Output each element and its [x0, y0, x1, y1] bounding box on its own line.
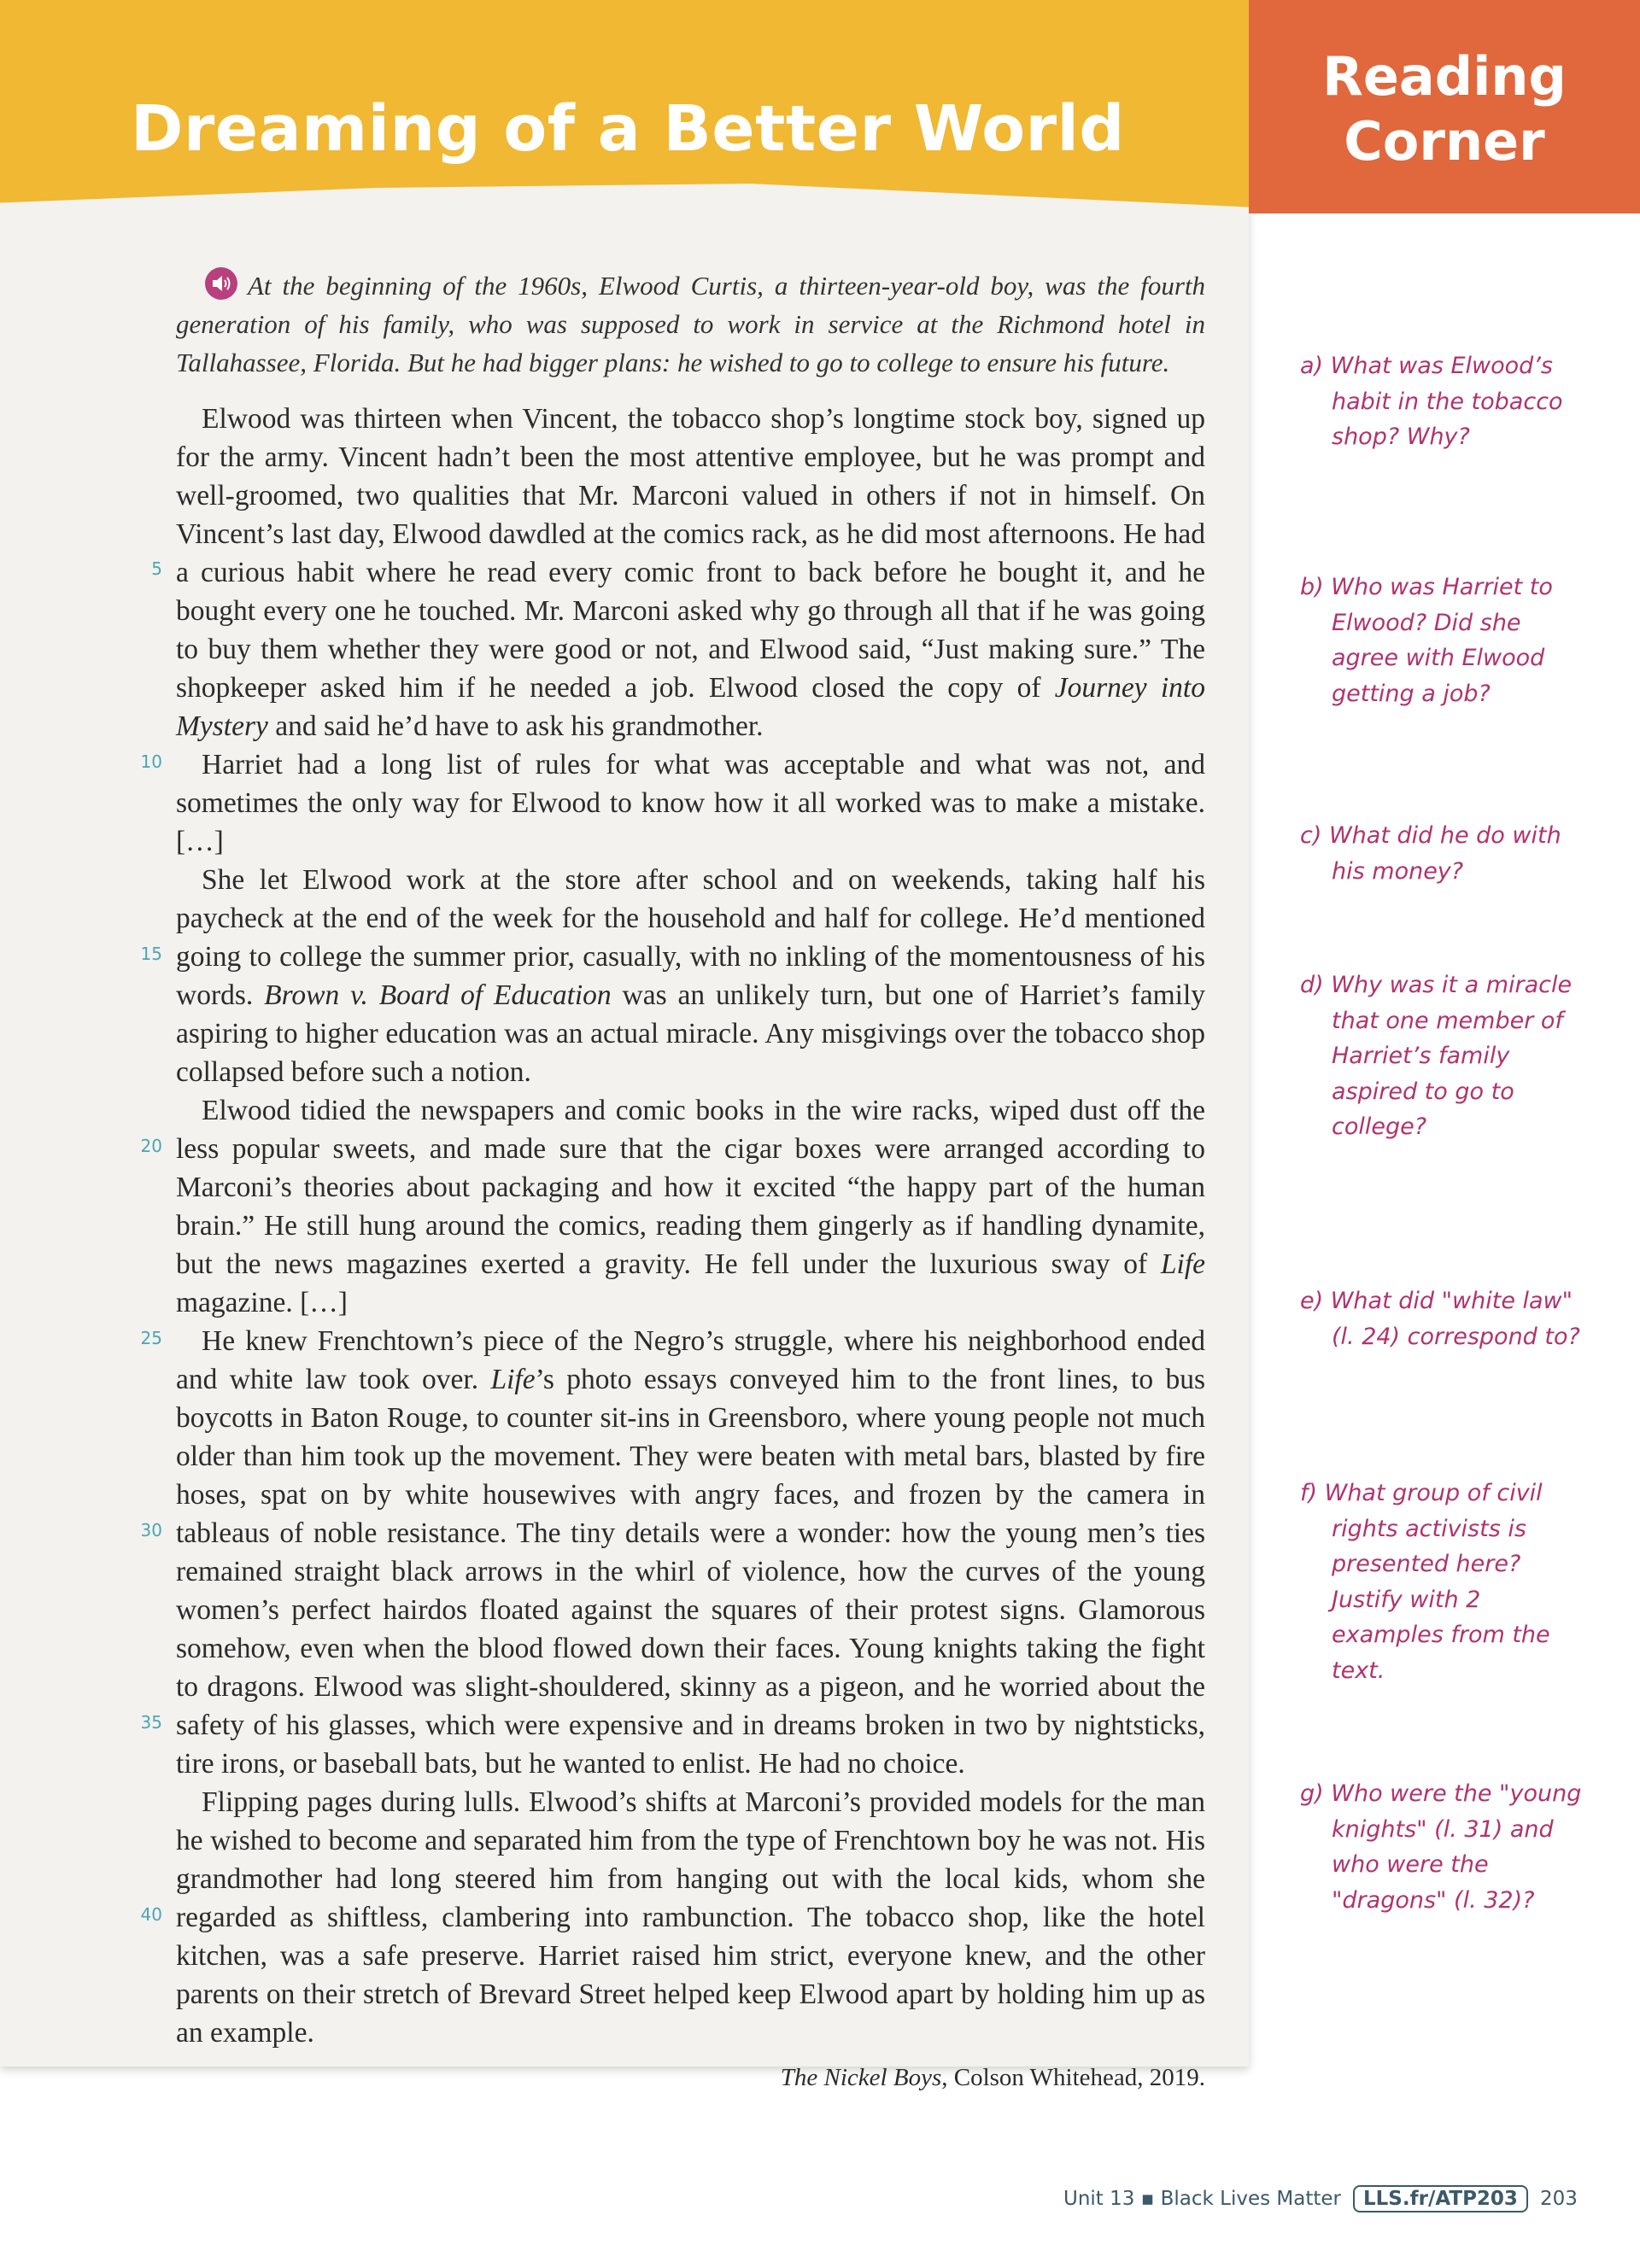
paragraph-1 [176, 400, 1205, 745]
source-author-year: , Colson Whitehead, 2019. [941, 2064, 1205, 2091]
question-f: f) What group of civil rights activists is presented here? Justify with 2 examples from the text. [1300, 1480, 1550, 1684]
line-number-25: 25 [140, 1328, 162, 1348]
brown-v-board-title: Brown v. Board of Education [264, 979, 612, 1011]
life-magazine-title: Life [1160, 1248, 1205, 1280]
paragraph-1-part-a: Elwood was thirteen when Vincent, the tobacco shop’s longtime stock boy, signed up for the army. Vincent hadn’t been the most attentive employee, but he was prompt and well-groomed, two qualities that Mr. Marconi valued in others if not in himself. On Vincent’s last day, Elwood dawdled at the comics rack, as he did most afternoons. He had a curious habit where he read every comic front to back before he bought it, and he bought every one he touched. Mr. Marconi asked why go through all that if he was going to buy them whether they were good or not, and Elwood said, “Just making sure.” The shopkeeper asked him if he needed a job. Elwood closed the copy of [176, 403, 1205, 704]
paragraph-5 [176, 1322, 1205, 1783]
paragraph-2: Harriet had a long list of rules for what was acceptable and what was not, and sometimes the only way for Elwood to know how it all worked was to make a mistake. […] [176, 749, 1205, 857]
question-g: g) Who were the "young knights" (l. 31) and who were the "dragons" (l. 32)? [1300, 1780, 1582, 1914]
life-magazine-title-2: Life [490, 1364, 536, 1395]
paragraph-3-part-a: She let Elwood work at the store after school and on weekends, taking half his paycheck at the end of the week for the household and half for college. He’d mentioned going to college the summer prior, casually, with no inkling of the momentousness of his words. [176, 864, 1205, 1011]
source-book-title: The Nickel Boys [780, 2064, 942, 2091]
reading-corner-line1: Reading [1322, 45, 1567, 108]
page-title: Dreaming of a Better World [131, 92, 1125, 166]
paragraph-6: Flipping pages during lulls. Elwood’s shifts at Marconi’s provided models for the man he wished to become and separated him from the type of Frenchtown boy he was not. His grandmother had long steered him from hanging out with the local kids, whom she regarded as shiftless, clambering into rambunction. The tobacco shop, like the hotel kitchen, was a safe preserve. Harriet raised him strict, everyone knew, and the other parents on their stretch of Brevard Street helped keep Elwood apart by holding him up as an example. [176, 1786, 1205, 2049]
line-number-5: 5 [151, 558, 162, 579]
paragraph-5-part-a: He knew Frenchtown’s piece of the Negro’s struggle, where his neighborhood ended and white law took over. [176, 1325, 1205, 1395]
paragraph-5-part-b: ’s photo essays conveyed him to the front lines, to bus boycotts in Baton Rouge, to counter sit-ins in Greensboro, where young people not much older than him took up the movement. They were beaten with metal bars, blasted by fire hoses, spat on by white housewives with angry faces, and frozen by the camera in tableaus of noble resistance. The tiny details were a wonder: how the young men’s ties remained straight black arrows in the whirl of violence, how the curves of the young women’s perfect hairdos floated against the squares of their protest signs. Glamorous somehow, even when the blood flowed down their faces. Young knights taking the fight to dragons. Elwood was slight-shouldered, skinny as a pigeon, and he worried about the safety of his glasses, which were expensive and in dreams broken in two by nightsticks, tire irons, or baseball bats, but he wanted to enlist. He had no choice. [176, 1364, 1205, 1780]
line-number-20: 20 [140, 1136, 162, 1156]
reading-corner-badge [1249, 0, 1640, 213]
question-d: d) Why was it a miracle that one member of Harriet’s family aspired to go to college? [1300, 972, 1573, 1140]
paragraph-1-part-b: and said he’d have to ask his grandmother. [267, 710, 764, 742]
line-number-15: 15 [140, 944, 162, 964]
question-c: c) What did he do with his money? [1300, 822, 1561, 885]
intro-paragraph [176, 266, 1205, 382]
journey-into-mystery-title: Journey into Mystery [176, 672, 1205, 742]
resource-link[interactable]: LLS.fr/ATP203 [1353, 2185, 1528, 2212]
question-b: b) Who was Harriet to Elwood? Did she agree with Elwood getting a job? [1300, 574, 1553, 707]
question-a: a) What was Elwood’s habit in the tobacco shop? Why? [1300, 353, 1563, 450]
reading-corner-line2: Corner [1344, 110, 1545, 172]
page-footer [1063, 2182, 1578, 2216]
reading-corner-label [1249, 44, 1640, 174]
paragraph-4-part-b: magazine. […] [176, 1287, 348, 1318]
paragraph-3 [176, 861, 1205, 1091]
line-number-30: 30 [140, 1520, 162, 1540]
unit-label: Unit 13 ▪ Black Lives Matter [1063, 2188, 1341, 2210]
question-e: e) What did "white law" (l. 24) correspond to? [1300, 1288, 1580, 1350]
intro-text: At the beginning of the 1960s, Elwood Curtis, a thirteen-year-old boy, was the fourth generation of his family, who was supposed to work in service at the Richmond hotel in Tallahassee, Florida. But he had bigger plans: he wished to go to college to ensure his future. [176, 271, 1205, 377]
line-number-35: 35 [140, 1712, 162, 1733]
line-number-10: 10 [140, 751, 162, 772]
paragraph-4-part-a: Elwood tidied the newspapers and comic books in the wire racks, wiped dust off the less popular sweets, and made sure that the cigar boxes were arranged according to Marconi’s theories about packaging and how it excited “the happy part of the human brain.” He still hung around the comics, reading them gingerly as if handling dynamite, but the news magazines exerted a gravity. He fell under the luxurious sway of [176, 1095, 1205, 1280]
source-citation [176, 2059, 1205, 2097]
line-number-40: 40 [140, 1904, 162, 1925]
page-number: 203 [1539, 2188, 1578, 2210]
story-text [176, 400, 1205, 2097]
paragraph-4 [176, 1091, 1205, 1322]
audio-speaker-icon[interactable] [205, 267, 237, 300]
paragraph-3-part-b: was an unlikely turn, but one of Harriet’s family aspiring to higher education was an actual miracle. Any misgivings over the tobacco shop collapsed before such a notion. [176, 979, 1205, 1088]
